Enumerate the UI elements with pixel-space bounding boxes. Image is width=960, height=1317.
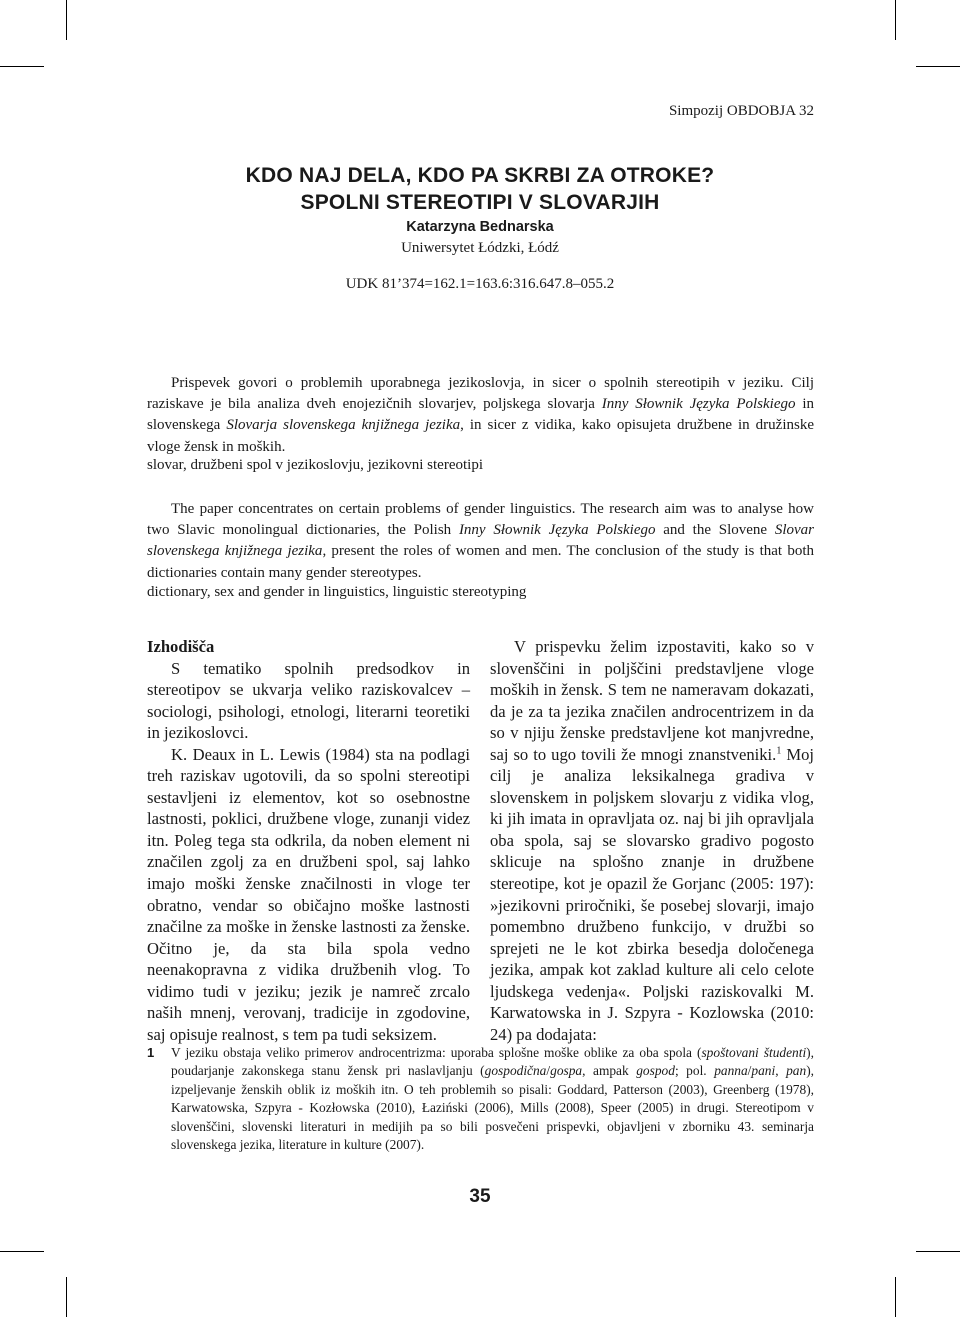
crop-mark — [0, 66, 44, 67]
abstract-text-segment: , in sicer z vidika, kako opisujeta družbene in družinske vloge žensk in moških. — [147, 417, 814, 455]
title-line-2: SPOLNI STEREOTIPI V SLOVARJIH — [300, 191, 660, 214]
page-number: 35 — [469, 1186, 491, 1207]
body-paragraph: S tematiko spolnih predsodkov in stereotipov se ukvarja veliko raziskovalcev – sociologi, psihologi, etnologi, literarni teoretiki in jezikoslovci. — [147, 658, 470, 743]
footnote-example: pani — [751, 1063, 776, 1079]
footnote-segment: / — [546, 1063, 551, 1079]
footnote-example: spoštovani študenti — [701, 1045, 807, 1060]
crop-mark — [895, 1277, 896, 1317]
footnote-segment: / — [747, 1063, 752, 1079]
footnote-example: panna — [714, 1063, 748, 1079]
dictionary-title: Inny Słownik Języka Polskiego — [458, 522, 656, 539]
keywords-english — [147, 582, 814, 603]
abstract-text-segment: in slovenskega — [147, 396, 814, 434]
footnote-segment: V jeziku obstaja veliko primerov androcentrizma: uporaba splošne moške oblike za oba spola ( — [171, 1045, 702, 1060]
crop-mark — [66, 1277, 67, 1317]
footnote-example: pan — [786, 1063, 807, 1079]
dictionary-title: Slovar slovenskega knjižnega jezika — [147, 522, 814, 560]
udk-classification: UDK 81’374=162.1=163.6:316.647.8–055.2 — [345, 276, 615, 292]
crop-mark — [916, 1251, 960, 1252]
footnote-reference[interactable]: 1 — [776, 745, 782, 757]
crop-mark — [895, 0, 896, 40]
footnote — [147, 1044, 814, 1154]
body-text-segment: V prispevku želim izpostaviti, kako so v slovenščini in poljščini predstavljene vloge moških in žensk. S tem ne nameravam dokazati, da je za ta jezika značilen androcentrizem in da so v njiju ženske predstavljene kot manjvredne, saj so to ugo tovili že mnogi znanstveniki. — [490, 637, 814, 764]
footnote-example: gospa — [550, 1063, 583, 1079]
footnote-text — [171, 1044, 814, 1154]
abstract-text-segment: and the Slovene — [655, 522, 775, 539]
body-column-left — [147, 636, 470, 1045]
body-paragraph: K. Deaux in L. Lewis (1984) sta na podlagi treh raziskav ugotovili, da so spolni stereotipi sestavljeni iz elementov, kot so osebnostne lastnosti, poklici, družbene vloge, zunanji videz itn. Poleg tega sta odkrila, da noben element ni značilen zgolj za en družbeni spol, saj lahko imajo moški ženske značilnosti in vloge ter obratno, vendar so običajno moške lastnosti značilne za moške in ženske lastnosti za ženske. Očitno je, da sta bila spola vedno neenakopravna z vidika družbenih vlog. To vidimo tudi v jeziku; jezik je namreč zrcalo naših mnenj, verovanj, tradicije in zgodovine, saj opisuje realnost, s tem pa tudi seksizem. — [147, 744, 470, 1044]
footnote-example: gospod — [636, 1063, 675, 1079]
footnote-number: 1 — [147, 1045, 155, 1060]
crop-mark — [916, 66, 960, 67]
abstract-slovene-text — [147, 373, 814, 458]
footnote-segment: ), izpeljevanje ženskih oblik iz moških itn. O teh problemih so pisali: Goddard, Patterson (2003), Greenberg (1978), Karwatowska, Szpyra - Kozłowska (2010), Łaziński (2006), Mills (2008), Speer (2005) in drugi. Stereotipom v slovenščini, slovenski literaturi in medijih pa so bili posvečeni prispevki, objavljeni v zborniku 43. seminarja slovenskega jezika, literature in kulture (2007). — [171, 1063, 815, 1153]
dictionary-title: Slovarja slovenskega knjižnega jezika — [226, 417, 461, 434]
abstract-text-segment: , present the roles of women and men. The conclusion of the study is that both dictionaries contain many gender stereotypes. — [147, 543, 814, 581]
abstract-english — [147, 499, 814, 584]
footnote-example: gospodična — [484, 1063, 547, 1079]
abstract-english-text — [147, 499, 814, 584]
crop-mark — [66, 0, 67, 40]
footnote-segment: , ampak — [582, 1063, 637, 1079]
body-column-right — [490, 636, 814, 1045]
keywords-slovene-text: slovar, družbeni spol v jezikoslovju, jezikovni stereotipi — [147, 457, 483, 473]
crop-mark — [0, 1251, 44, 1252]
paper-title — [0, 162, 960, 216]
abstract-slovene — [147, 373, 814, 458]
keywords-slovene — [147, 455, 814, 476]
dictionary-title: Inny Słownik Języka Polskiego — [601, 396, 796, 413]
keywords-english-text: dictionary, sex and gender in linguistics, linguistic stereotyping — [147, 584, 527, 600]
abstract-text-segment: Prispevek govori o problemih uporabnega jezikoslovja, in sicer o spolnih stereotipih v jeziku. Cilj raziskave je bila analiza dveh enojezičnih slovarjev, poljskega slovarja — [147, 375, 814, 413]
running-head: Simpozij OBDOBJA 32 — [668, 103, 814, 119]
title-line-1: KDO NAJ DELA, KDO PA SKRBI ZA OTROKE? — [245, 164, 715, 187]
body-paragraph — [490, 636, 814, 1045]
author-affiliation: Uniwersytet Łódzki, Łódź — [401, 240, 559, 256]
body-text-segment: Moj cilj je analiza leksikalnega gradiva v slovenskem in poljskem slovarju z vidika vlog, ki jih imata in opravljata oz. naj bi jih opravljala oba spola, saj se slovarsko gradivo pogosto sklicuje na splošno znanje in družbene stereotipe, kot je opazil že Gorjanc (2005: 197): »jezikovni priročniki, še posebej slovarji, imajo pomembno družbeno funkcijo, v družbi so sprejeti ne le kot zbirka besedja določenega jezika, ampak kot zaklad kulture ali celo celote ljudskega vedenja«. Poljski raziskovalki M. Karwatowska in J. Szpyra - Kozlowska (2010: 24) pa dodajata: — [490, 744, 814, 1044]
footnote-segment: ; pol. — [674, 1063, 715, 1079]
section-heading: Izhodišča — [147, 637, 215, 656]
author-name: Katarzyna Bednarska — [406, 219, 554, 235]
footnote-segment: ), poudarjanje zakonskega stanu žensk pri naslavljanju ( — [171, 1045, 814, 1079]
footnote-segment: , — [775, 1063, 787, 1079]
abstract-text-segment: The paper concentrates on certain problems of gender linguistics. The research aim was to analyse how two Slavic monolingual dictionaries, the Polish — [147, 501, 814, 539]
